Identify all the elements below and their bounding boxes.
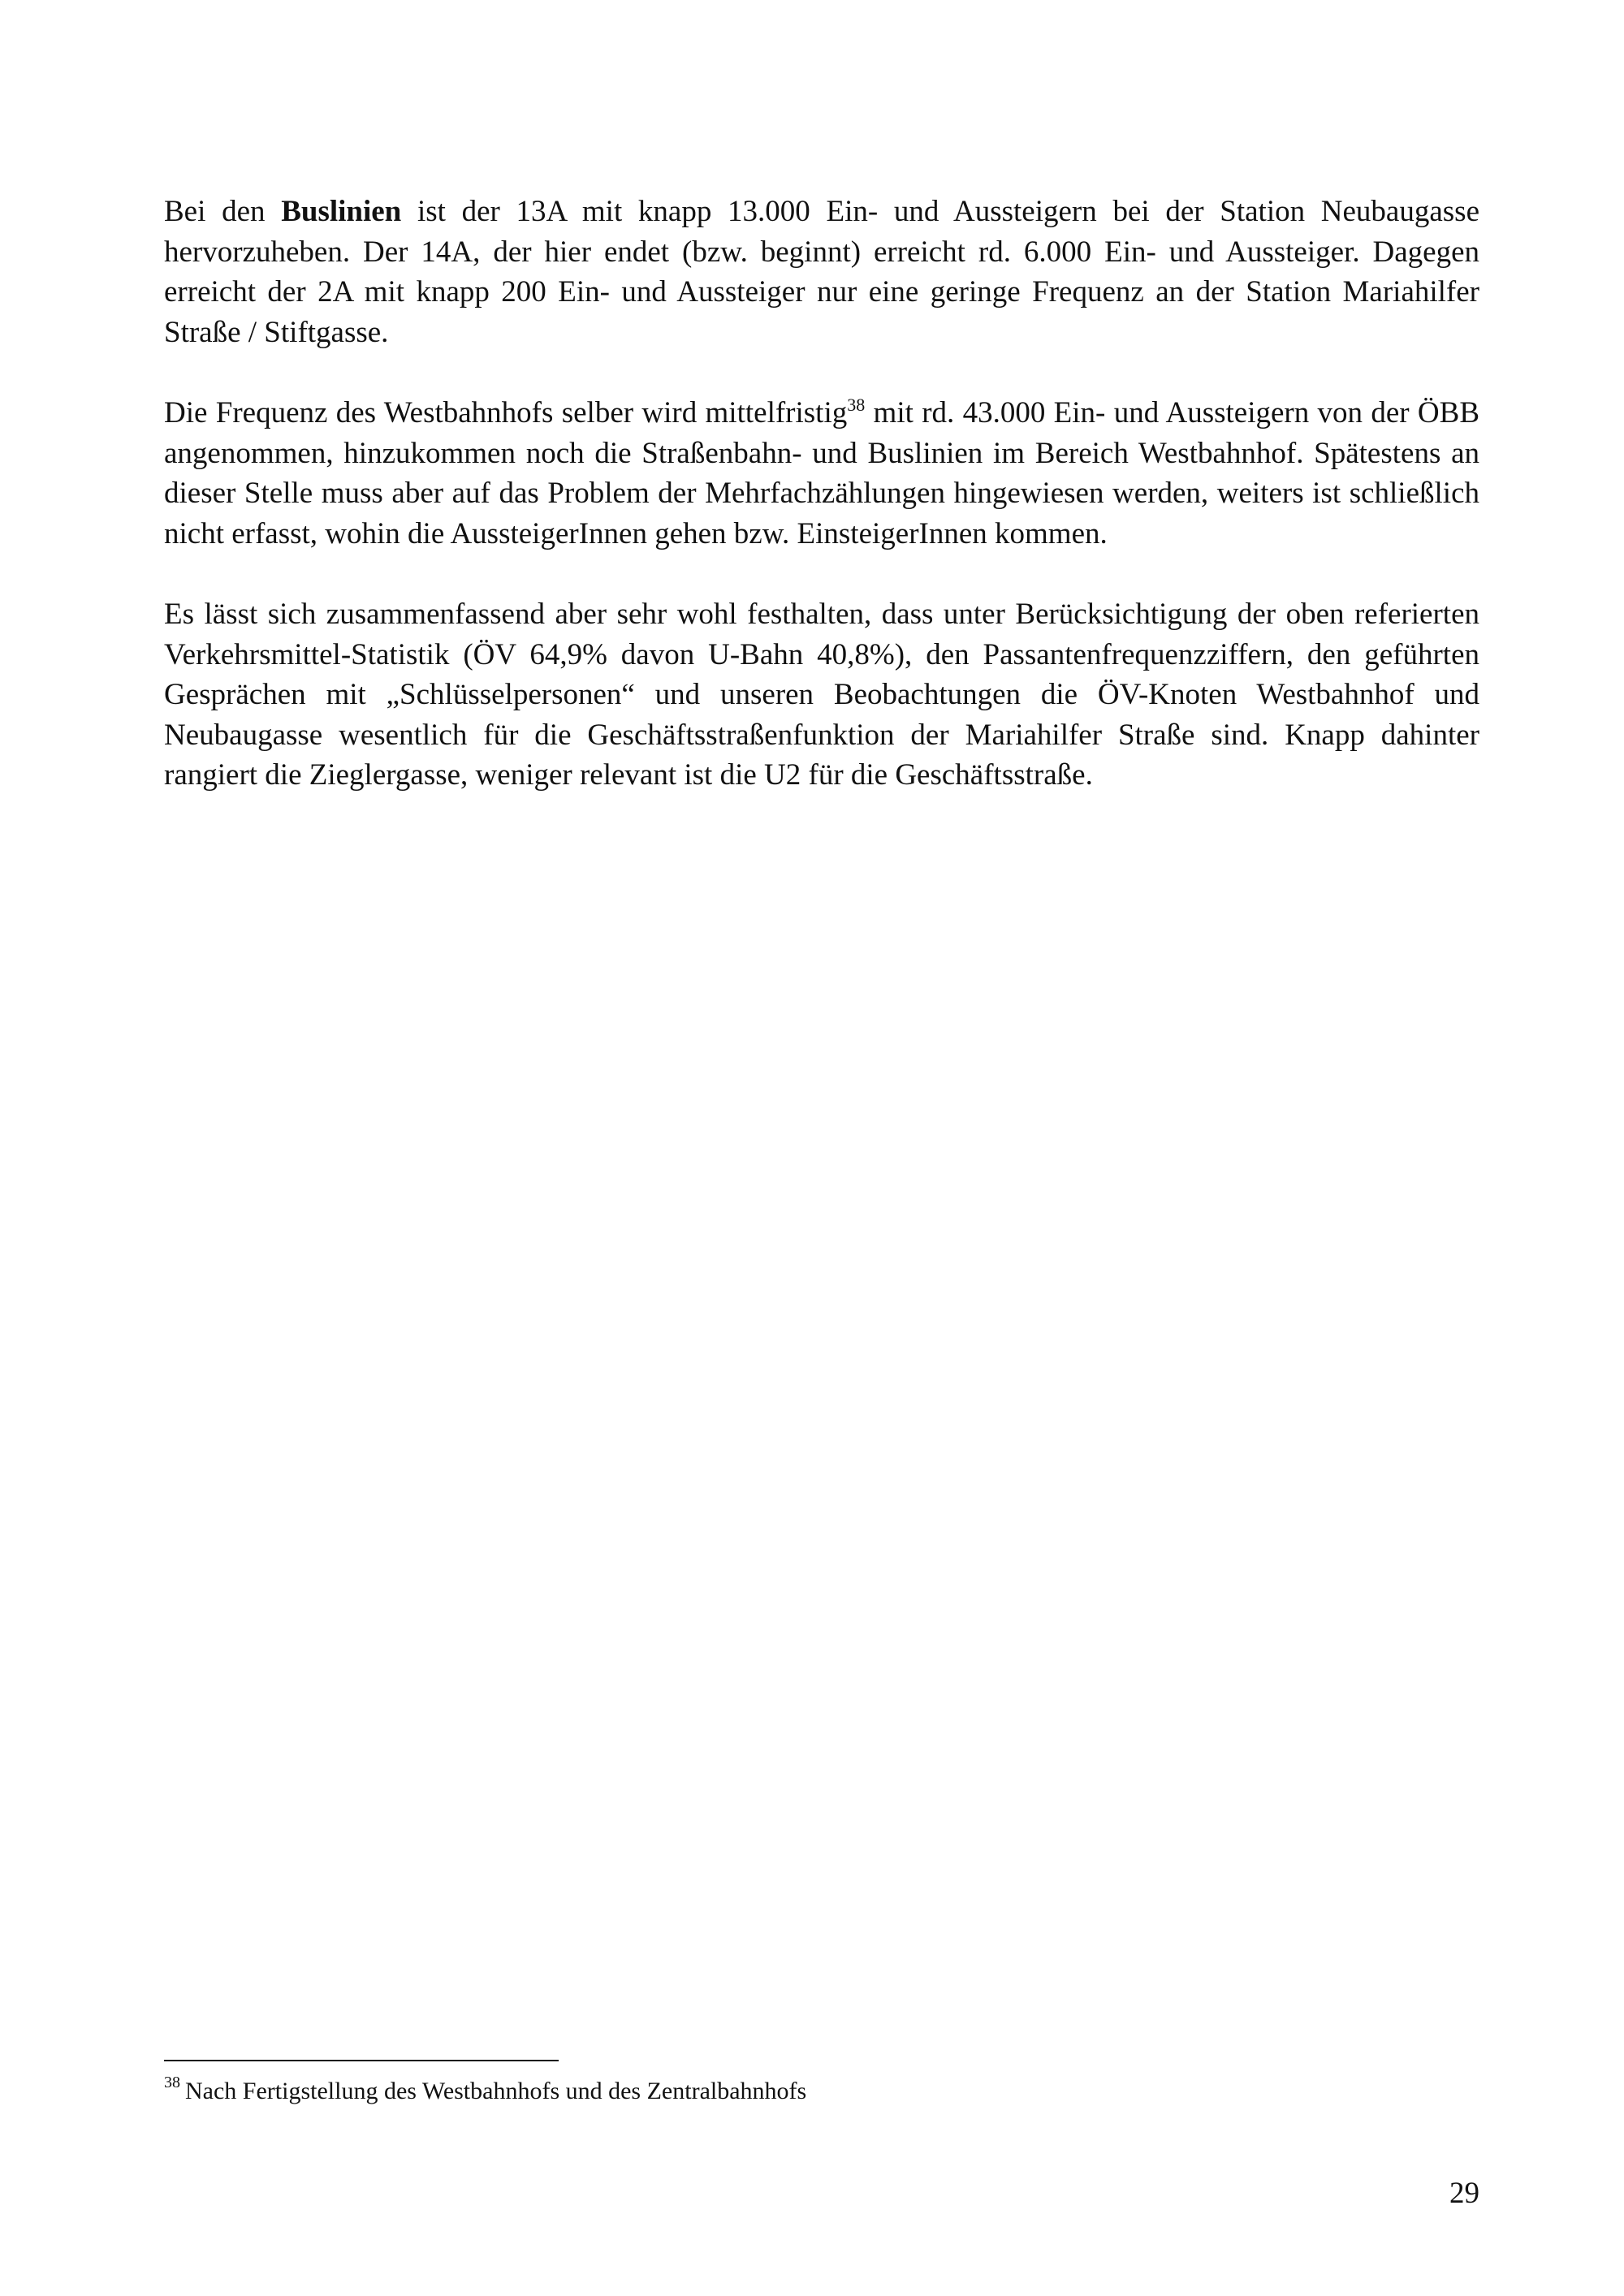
- paragraph-buslinien: [164, 192, 1479, 352]
- paragraph-2-after-ref: mit rd. 43.000 Ein- und Aussteigern von der ÖBB angenommen, hinzukommen noch die Straßenbahn- und Buslinien im Bereich Westbahnhof. Spätestens an dieser Stelle muss aber auf das Problem der Mehrfachzählungen hingewiesen werden, weiters ist schließlich nicht erfasst, wohin die AussteigerInnen gehen bzw. EinsteigerInnen kommen.: [164, 396, 1479, 550]
- page-number: 29: [1449, 2177, 1479, 2210]
- paragraph-2-before-ref: Die Frequenz des Westbahnhofs selber wird mittelfristig: [164, 396, 848, 429]
- footnote-text: Nach Fertigstellung des Westbahnhofs und des Zentralbahnhofs: [185, 2078, 807, 2104]
- footnote-number: 38: [164, 2074, 180, 2091]
- footnote-reference[interactable]: 38: [847, 395, 866, 415]
- paragraph-zusammenfassung: [164, 594, 1479, 796]
- paragraph-1-lead: Bei den: [164, 195, 282, 228]
- paragraph-1-text: ist der 13A mit knapp 13.000 Ein- und Aussteigern bei der Station Neubaugasse hervorzuheben. Der 14A, der hier endet (bzw. beginnt) erreicht rd. 6.000 Ein- und Aussteiger. Dagegen erreicht der 2A mit knapp 200 Ein- und Aussteiger nur eine geringe Frequenz an der Station Mariahilfer Straße / Stiftgasse.: [164, 195, 1479, 349]
- paragraph-westbahnhof-frequenz: [164, 393, 1479, 554]
- body-text: [164, 192, 1479, 836]
- footnote-separator: [164, 2060, 559, 2061]
- footnote: [164, 2075, 1479, 2108]
- paragraph-3-text: Es lässt sich zusammenfassend aber sehr wohl festhalten, dass unter Berücksichtigung der oben referierten Verkehrsmittel-Statistik (ÖV 64,9% davon U-Bahn 40,8%), den Passantenfrequenzziffern, den geführten Gesprächen mit „Schlüsselpersonen“ und unseren Beobachtungen die ÖV-Knoten Westbahnhof und Neubaugasse wesentlich für die Geschäftsstraßenfunktion der Mariahilfer Straße sind. Knapp dahinter rangiert die Zieglergasse, weniger relevant ist die U2 für die Geschäftsstraße.: [164, 598, 1479, 792]
- paragraph-1-bold-term: Buslinien: [281, 195, 402, 228]
